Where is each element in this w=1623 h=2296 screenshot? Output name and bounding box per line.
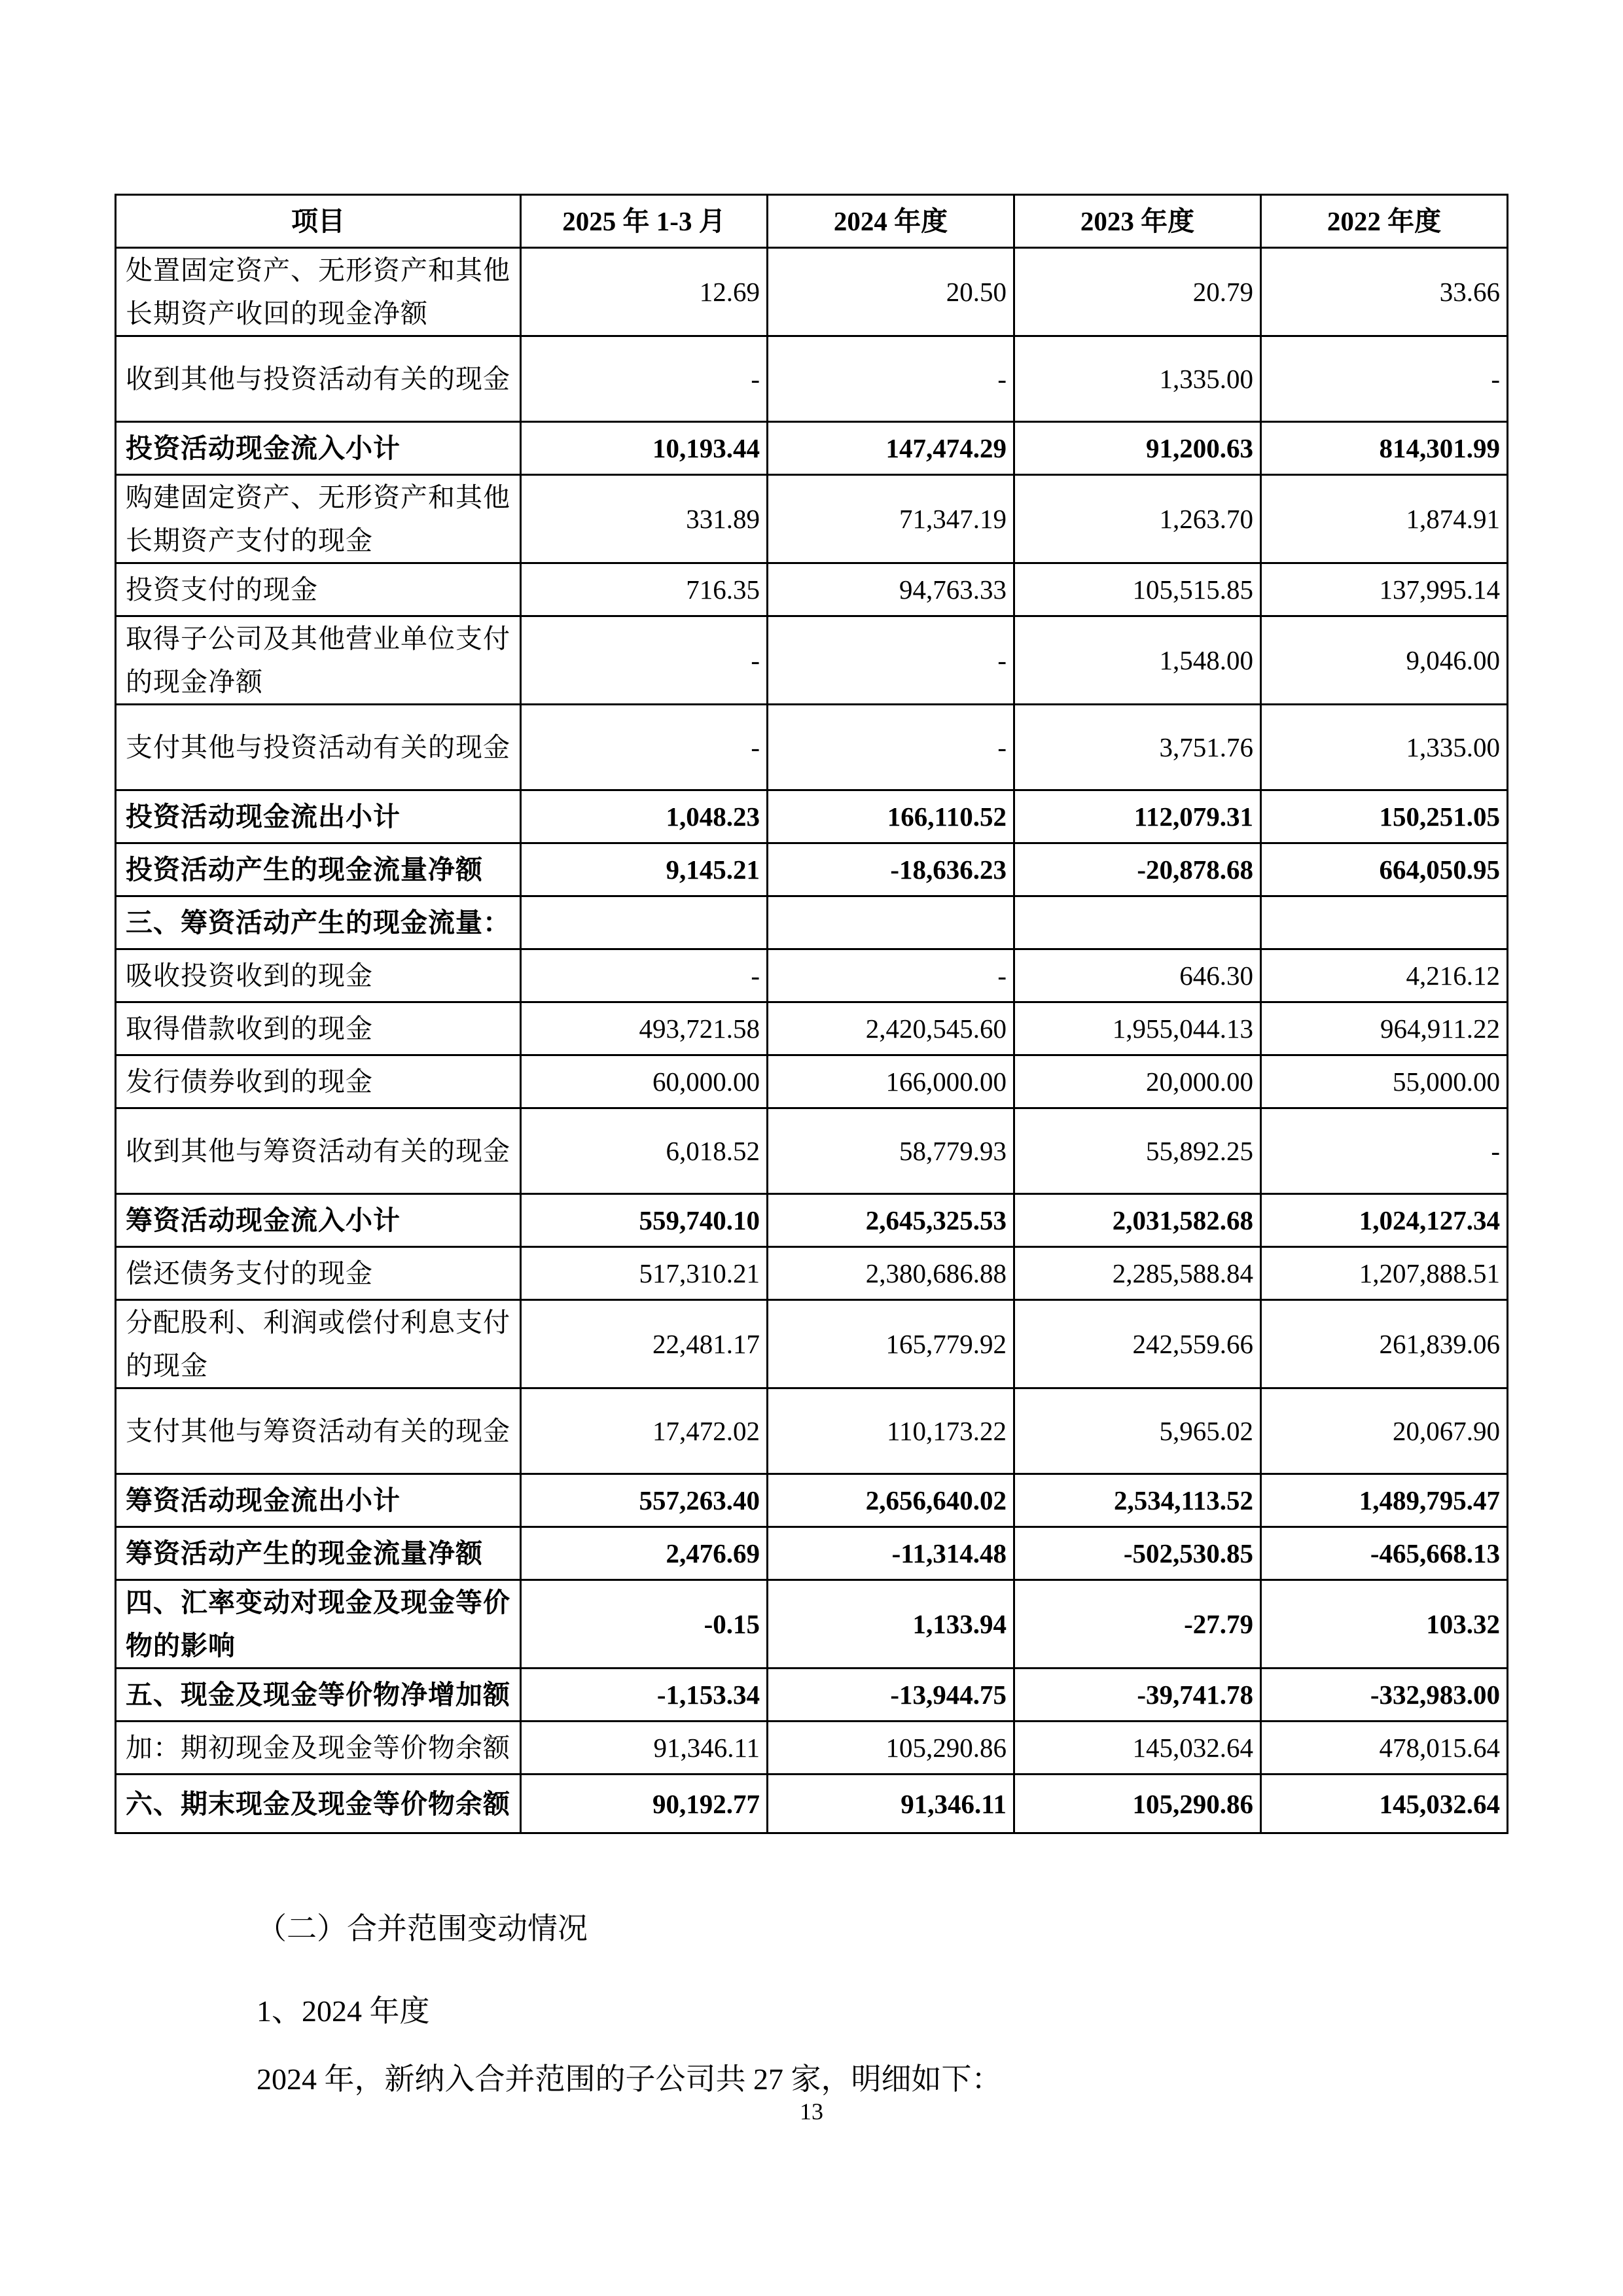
column-header-2025q1: 2025 年 1-3 月 <box>521 195 768 248</box>
cell-value: 2,380,686.88 <box>768 1247 1014 1300</box>
subheading: 1、2024 年度 <box>257 1994 430 2028</box>
cell-value: 1,048.23 <box>521 790 768 843</box>
cell-value: 58,779.93 <box>768 1108 1014 1194</box>
cell-value: 165,779.92 <box>768 1300 1014 1388</box>
cell-value: 493,721.58 <box>521 1002 768 1055</box>
cell-value: -20,878.68 <box>1014 843 1261 896</box>
row-label: 取得子公司及其他营业单位支付的现金净额 <box>116 616 521 705</box>
cell-value: 242,559.66 <box>1014 1300 1261 1388</box>
cell-value: 9,145.21 <box>521 843 768 896</box>
row-label: 投资活动产生的现金流量净额 <box>116 843 521 896</box>
cell-value: 12.69 <box>521 248 768 336</box>
row-label: 筹资活动现金流入小计 <box>116 1194 521 1247</box>
table-row <box>116 949 1508 1002</box>
cell-value: -27.79 <box>1014 1580 1261 1669</box>
cell-value: 94,763.33 <box>768 563 1014 616</box>
cell-value: 103.32 <box>1261 1580 1508 1669</box>
cell-value: 2,420,545.60 <box>768 1002 1014 1055</box>
row-label: 投资支付的现金 <box>116 563 521 616</box>
cell-value: 20,000.00 <box>1014 1055 1261 1108</box>
table-row <box>116 1580 1508 1669</box>
row-label: 分配股利、利润或偿付利息支付的现金 <box>116 1300 521 1388</box>
row-label: 三、筹资活动产生的现金流量： <box>116 896 521 949</box>
cell-value: 1,207,888.51 <box>1261 1247 1508 1300</box>
cell-value: 22,481.17 <box>521 1300 768 1388</box>
row-label: 投资活动现金流入小计 <box>116 422 521 475</box>
table-row <box>116 1775 1508 1833</box>
cell-value: 261,839.06 <box>1261 1300 1508 1388</box>
cell-value <box>768 896 1014 949</box>
table-row <box>116 1247 1508 1300</box>
cell-value: 17,472.02 <box>521 1388 768 1474</box>
cell-value: - <box>521 616 768 705</box>
cell-value: 112,079.31 <box>1014 790 1261 843</box>
cell-value: 478,015.64 <box>1261 1722 1508 1775</box>
cell-value: - <box>521 949 768 1002</box>
cell-value: -502,530.85 <box>1014 1527 1261 1580</box>
cell-value: -13,944.75 <box>768 1669 1014 1722</box>
row-label: 收到其他与筹资活动有关的现金 <box>116 1108 521 1194</box>
cell-value: 20.50 <box>768 248 1014 336</box>
cell-value: 2,285,588.84 <box>1014 1247 1261 1300</box>
cell-value: 91,200.63 <box>1014 422 1261 475</box>
cell-value: 814,301.99 <box>1261 422 1508 475</box>
cell-value: 137,995.14 <box>1261 563 1508 616</box>
cell-value: 166,000.00 <box>768 1055 1014 1108</box>
cell-value: 10,193.44 <box>521 422 768 475</box>
table-row <box>116 563 1508 616</box>
cell-value: - <box>768 336 1014 422</box>
cell-value: 1,955,044.13 <box>1014 1002 1261 1055</box>
page-number: 13 <box>800 2098 823 2125</box>
cell-value: 1,263.70 <box>1014 475 1261 563</box>
table-row <box>116 1474 1508 1527</box>
cell-value: - <box>768 616 1014 705</box>
cell-value: 1,133.94 <box>768 1580 1014 1669</box>
cell-value: 55,000.00 <box>1261 1055 1508 1108</box>
cell-value: 4,216.12 <box>1261 949 1508 1002</box>
table-header-row <box>116 195 1508 248</box>
cell-value: -332,983.00 <box>1261 1669 1508 1722</box>
table-row <box>116 843 1508 896</box>
cell-value: 145,032.64 <box>1261 1775 1508 1833</box>
table-row <box>116 1055 1508 1108</box>
cell-value: 166,110.52 <box>768 790 1014 843</box>
column-header-2022: 2022 年度 <box>1261 195 1508 248</box>
row-label: 支付其他与筹资活动有关的现金 <box>116 1388 521 1474</box>
table-row <box>116 1722 1508 1775</box>
cell-value: - <box>521 336 768 422</box>
row-label: 收到其他与投资活动有关的现金 <box>116 336 521 422</box>
cell-value: 147,474.29 <box>768 422 1014 475</box>
cell-value: 5,965.02 <box>1014 1388 1261 1474</box>
table-row <box>116 1527 1508 1580</box>
table-row <box>116 248 1508 336</box>
cell-value: 105,290.86 <box>768 1722 1014 1775</box>
cell-value: 3,751.76 <box>1014 705 1261 790</box>
cell-value: 716.35 <box>521 563 768 616</box>
row-label: 处置固定资产、无形资产和其他长期资产收回的现金净额 <box>116 248 521 336</box>
cell-value: 646.30 <box>1014 949 1261 1002</box>
cell-value: 517,310.21 <box>521 1247 768 1300</box>
table-row <box>116 896 1508 949</box>
column-header-item: 项目 <box>116 195 521 248</box>
row-label: 吸收投资收到的现金 <box>116 949 521 1002</box>
cell-value: -18,636.23 <box>768 843 1014 896</box>
cell-value: 60,000.00 <box>521 1055 768 1108</box>
cell-value: 145,032.64 <box>1014 1722 1261 1775</box>
table-row <box>116 1300 1508 1388</box>
row-label: 发行债券收到的现金 <box>116 1055 521 1108</box>
cell-value: - <box>1261 1108 1508 1194</box>
cell-value: 150,251.05 <box>1261 790 1508 843</box>
cell-value: 71,347.19 <box>768 475 1014 563</box>
cell-value: 91,346.11 <box>768 1775 1014 1833</box>
table-body <box>116 248 1508 1833</box>
cell-value: 1,024,127.34 <box>1261 1194 1508 1247</box>
column-header-2023: 2023 年度 <box>1014 195 1261 248</box>
cell-value: 2,031,582.68 <box>1014 1194 1261 1247</box>
cell-value: 9,046.00 <box>1261 616 1508 705</box>
row-label: 偿还债务支付的现金 <box>116 1247 521 1300</box>
cell-value: - <box>768 949 1014 1002</box>
cell-value: 105,515.85 <box>1014 563 1261 616</box>
table-row <box>116 616 1508 705</box>
cell-value: 91,346.11 <box>521 1722 768 1775</box>
row-label: 投资活动现金流出小计 <box>116 790 521 843</box>
cell-value <box>1261 896 1508 949</box>
table-row <box>116 1002 1508 1055</box>
cell-value: 1,874.91 <box>1261 475 1508 563</box>
table-row <box>116 475 1508 563</box>
cell-value: 557,263.40 <box>521 1474 768 1527</box>
cell-value: -465,668.13 <box>1261 1527 1508 1580</box>
cell-value: -39,741.78 <box>1014 1669 1261 1722</box>
cell-value: 559,740.10 <box>521 1194 768 1247</box>
cell-value: 105,290.86 <box>1014 1775 1261 1833</box>
cell-value: 2,645,325.53 <box>768 1194 1014 1247</box>
cell-value: 1,335.00 <box>1014 336 1261 422</box>
row-label: 支付其他与投资活动有关的现金 <box>116 705 521 790</box>
cell-value: 964,911.22 <box>1261 1002 1508 1055</box>
cell-value: 1,548.00 <box>1014 616 1261 705</box>
cell-value: - <box>768 705 1014 790</box>
section-heading: （二）合并范围变动情况 <box>257 1912 588 1945</box>
cell-value: 2,656,640.02 <box>768 1474 1014 1527</box>
cell-value <box>1014 896 1261 949</box>
row-label: 购建固定资产、无形资产和其他长期资产支付的现金 <box>116 475 521 563</box>
cell-value: - <box>521 705 768 790</box>
cell-value: 2,534,113.52 <box>1014 1474 1261 1527</box>
row-label: 筹资活动现金流出小计 <box>116 1474 521 1527</box>
column-header-2024: 2024 年度 <box>768 195 1014 248</box>
cell-value: 20,067.90 <box>1261 1388 1508 1474</box>
table-row <box>116 336 1508 422</box>
table-row <box>116 790 1508 843</box>
table-row <box>116 1669 1508 1722</box>
table-row <box>116 422 1508 475</box>
table-row <box>116 1108 1508 1194</box>
row-label: 六、期末现金及现金等价物余额 <box>116 1775 521 1833</box>
cell-value: 55,892.25 <box>1014 1108 1261 1194</box>
body-paragraph: 2024 年，新纳入合并范围的子公司共 27 家，明细如下： <box>257 2062 1002 2096</box>
table-row <box>116 1194 1508 1247</box>
row-label: 取得借款收到的现金 <box>116 1002 521 1055</box>
cell-value: 331.89 <box>521 475 768 563</box>
cash-flow-table <box>115 194 1508 1834</box>
cell-value: 20.79 <box>1014 248 1261 336</box>
table-row <box>116 705 1508 790</box>
cell-value: 1,489,795.47 <box>1261 1474 1508 1527</box>
table-row <box>116 1388 1508 1474</box>
cell-value: 110,173.22 <box>768 1388 1014 1474</box>
cell-value: -11,314.48 <box>768 1527 1014 1580</box>
row-label: 四、汇率变动对现金及现金等价物的影响 <box>116 1580 521 1669</box>
row-label: 筹资活动产生的现金流量净额 <box>116 1527 521 1580</box>
cell-value: -1,153.34 <box>521 1669 768 1722</box>
cell-value: - <box>1261 336 1508 422</box>
cell-value: 2,476.69 <box>521 1527 768 1580</box>
row-label: 五、现金及现金等价物净增加额 <box>116 1669 521 1722</box>
cell-value: -0.15 <box>521 1580 768 1669</box>
cell-value: 90,192.77 <box>521 1775 768 1833</box>
cell-value: 33.66 <box>1261 248 1508 336</box>
cell-value: 1,335.00 <box>1261 705 1508 790</box>
cell-value: 664,050.95 <box>1261 843 1508 896</box>
cell-value <box>521 896 768 949</box>
cell-value: 6,018.52 <box>521 1108 768 1194</box>
row-label: 加：期初现金及现金等价物余额 <box>116 1722 521 1775</box>
